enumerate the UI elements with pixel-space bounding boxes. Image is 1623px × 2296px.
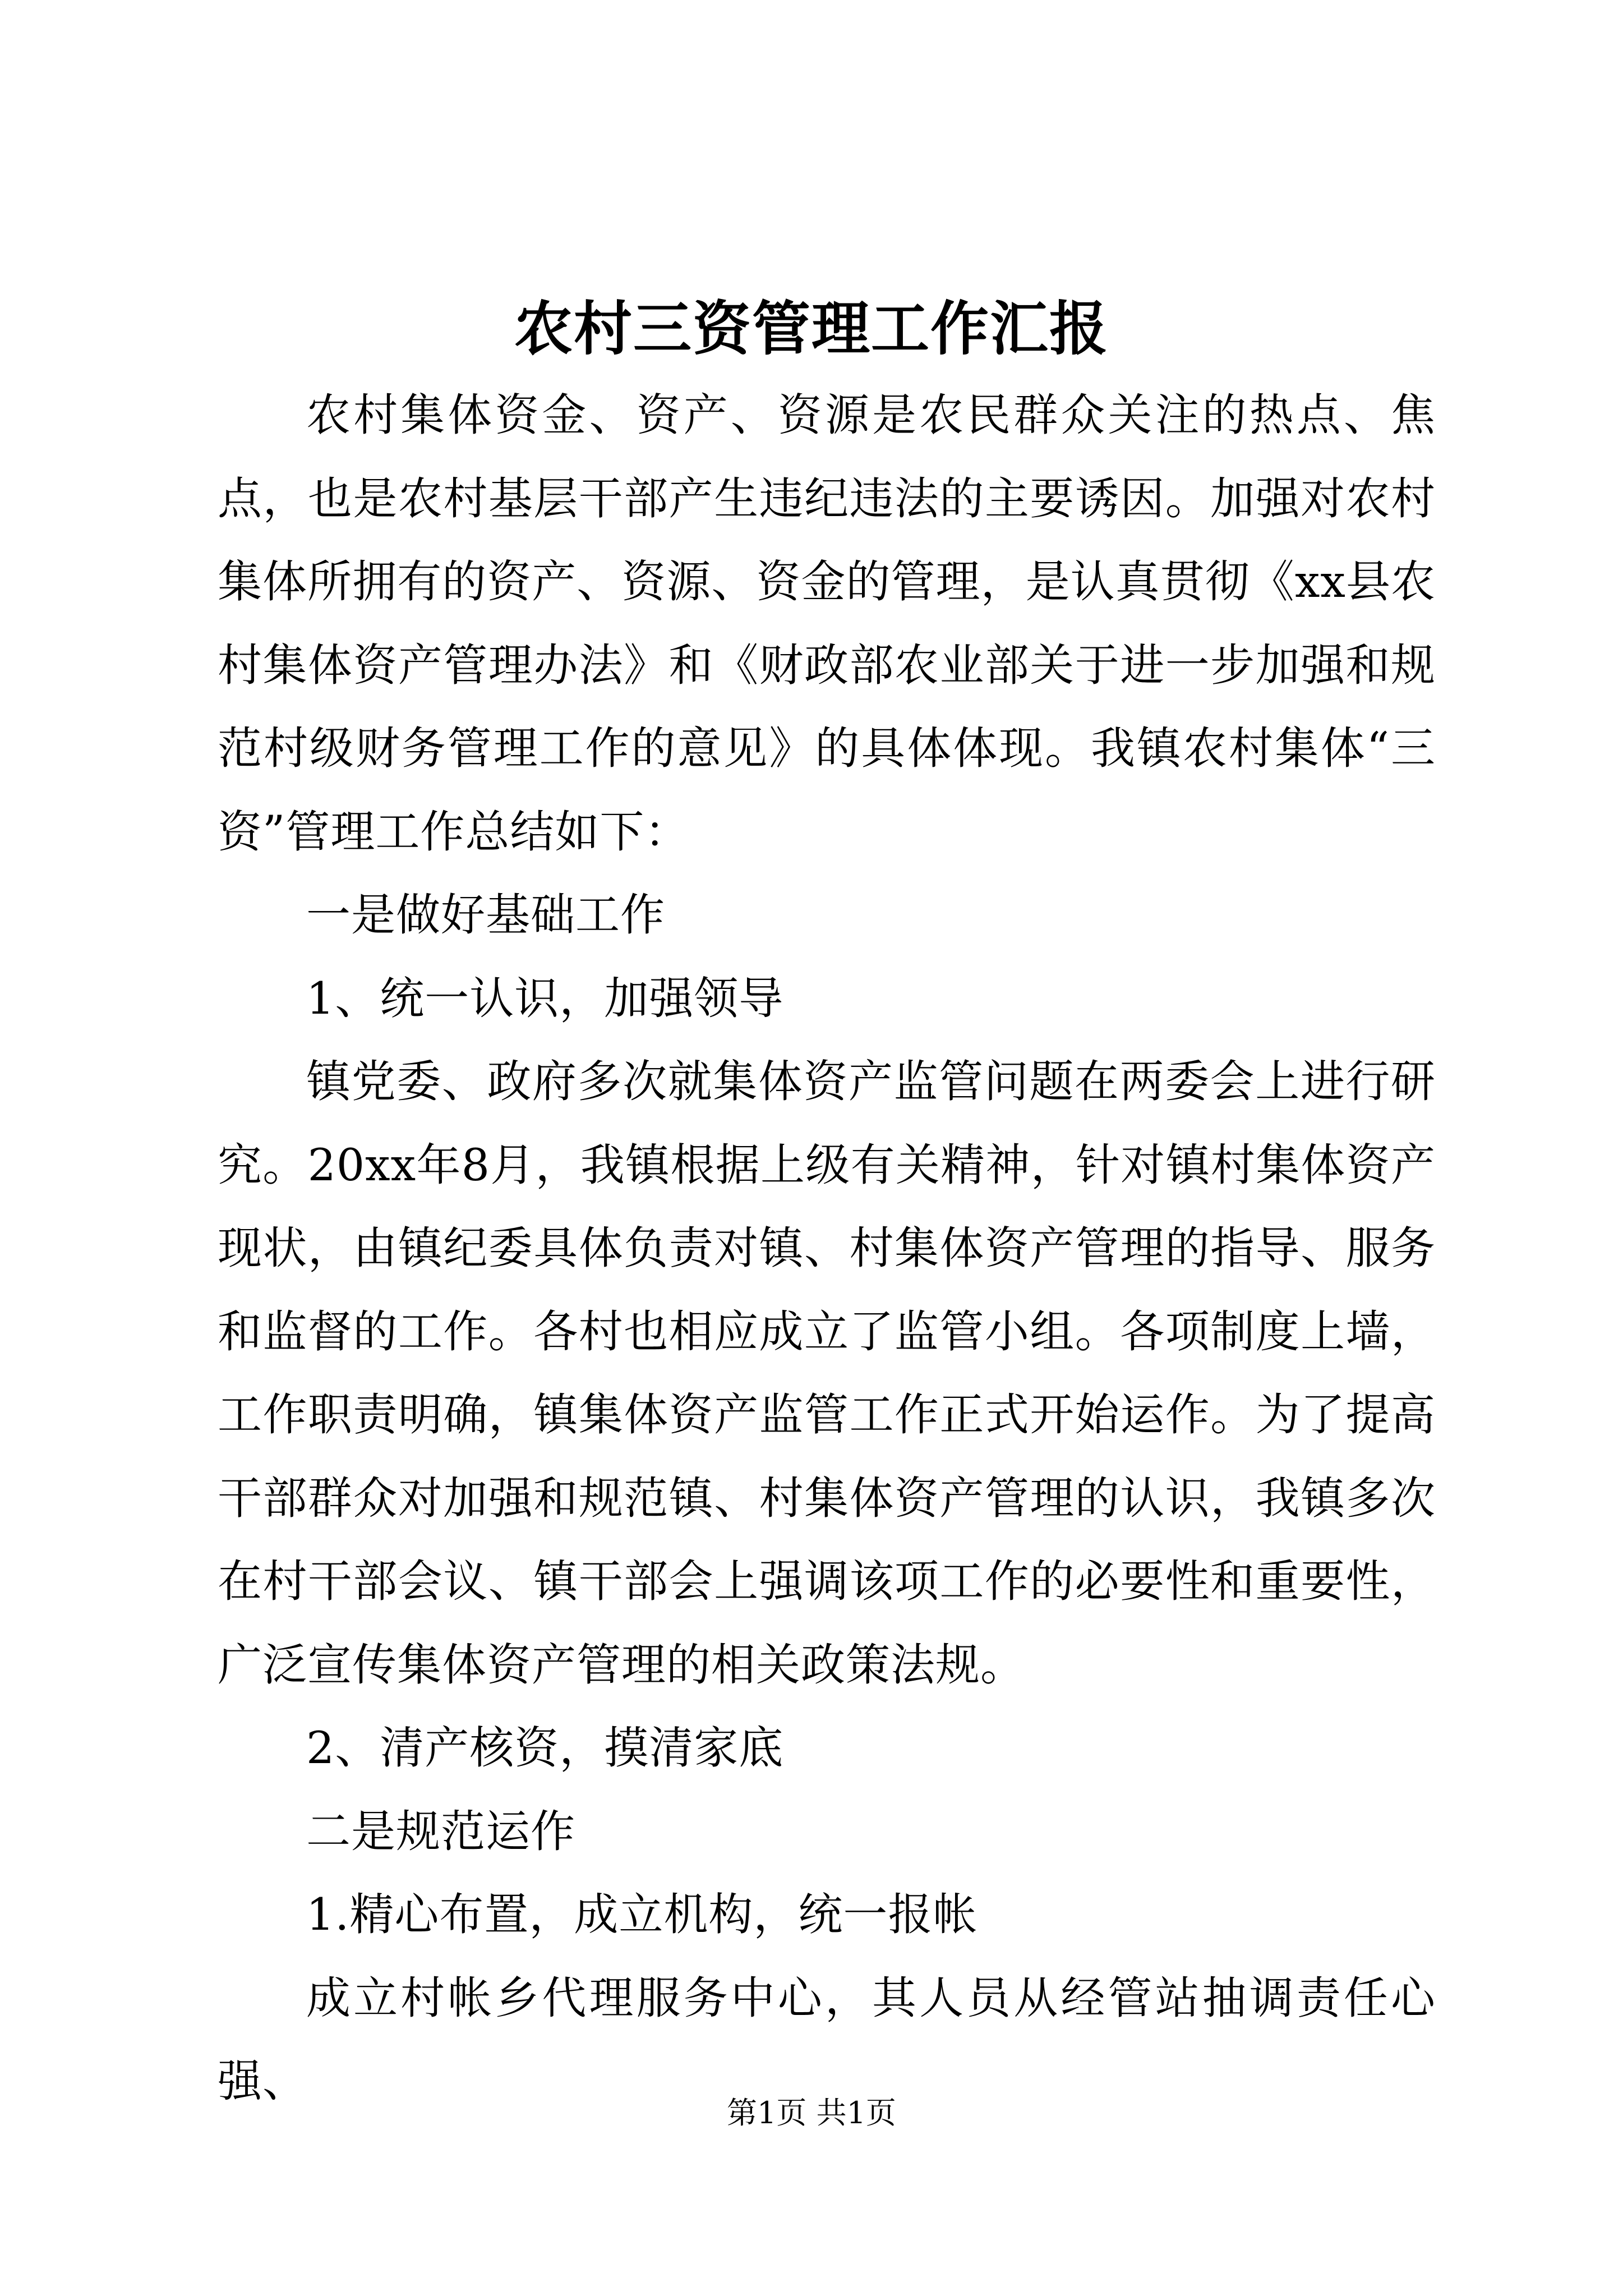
document-title: 农村三资管理工作汇报 [514,294,1109,363]
subheading-organization: 1.精心布置，成立机构，统一报帐 [306,1889,978,1940]
subheading-unify-understanding: 1、统一认识，加强领导 [306,972,784,1024]
subheading-asset-verification: 2、清产核资，摸清家底 [306,1722,784,1774]
heading-part-two: 二是规范运作 [306,1805,575,1857]
page-number-footer: 第1页 共1页 [727,2095,896,2131]
paragraph-service-center: 成立村帐乡代理服务中心，其人员从经管站抽调责任心强、 [218,1972,1436,2107]
document-body [218,374,1436,2123]
paragraph-intro: 农村集体资金、资产、资源是农民群众关注的热点、焦点，也是农村基层干部产生违纪违法的主要诱因。加强对农村集体所拥有的资产、资源、资金的管理，是认真贯彻《xx县农村集体资产管理办法》和《财政部农业部关于进一步加强和规范村级财务管理工作的意见》的具体体现。我镇农村集体“三资”管理工作总结如下： [218,389,1436,858]
heading-part-one: 一是做好基础工作 [306,889,665,941]
paragraph-leadership: 镇党委、政府多次就集体资产监管问题在两委会上进行研究。20xx年8月，我镇根据上级有关精神，针对镇村集体资产现状，由镇纪委具体负责对镇、村集体资产管理的指导、服务和监督的工作。各村也相应成立了监管小组。各项制度上墙，工作职责明确，镇集体资产监管工作正式开始运作。为了提高干部群众对加强和规范镇、村集体资产管理的认识，我镇多次在村干部会议、镇干部会上强调该项工作的必要性和重要性，广泛宣传集体资产管理的相关政策法规。 [218,1056,1436,1691]
